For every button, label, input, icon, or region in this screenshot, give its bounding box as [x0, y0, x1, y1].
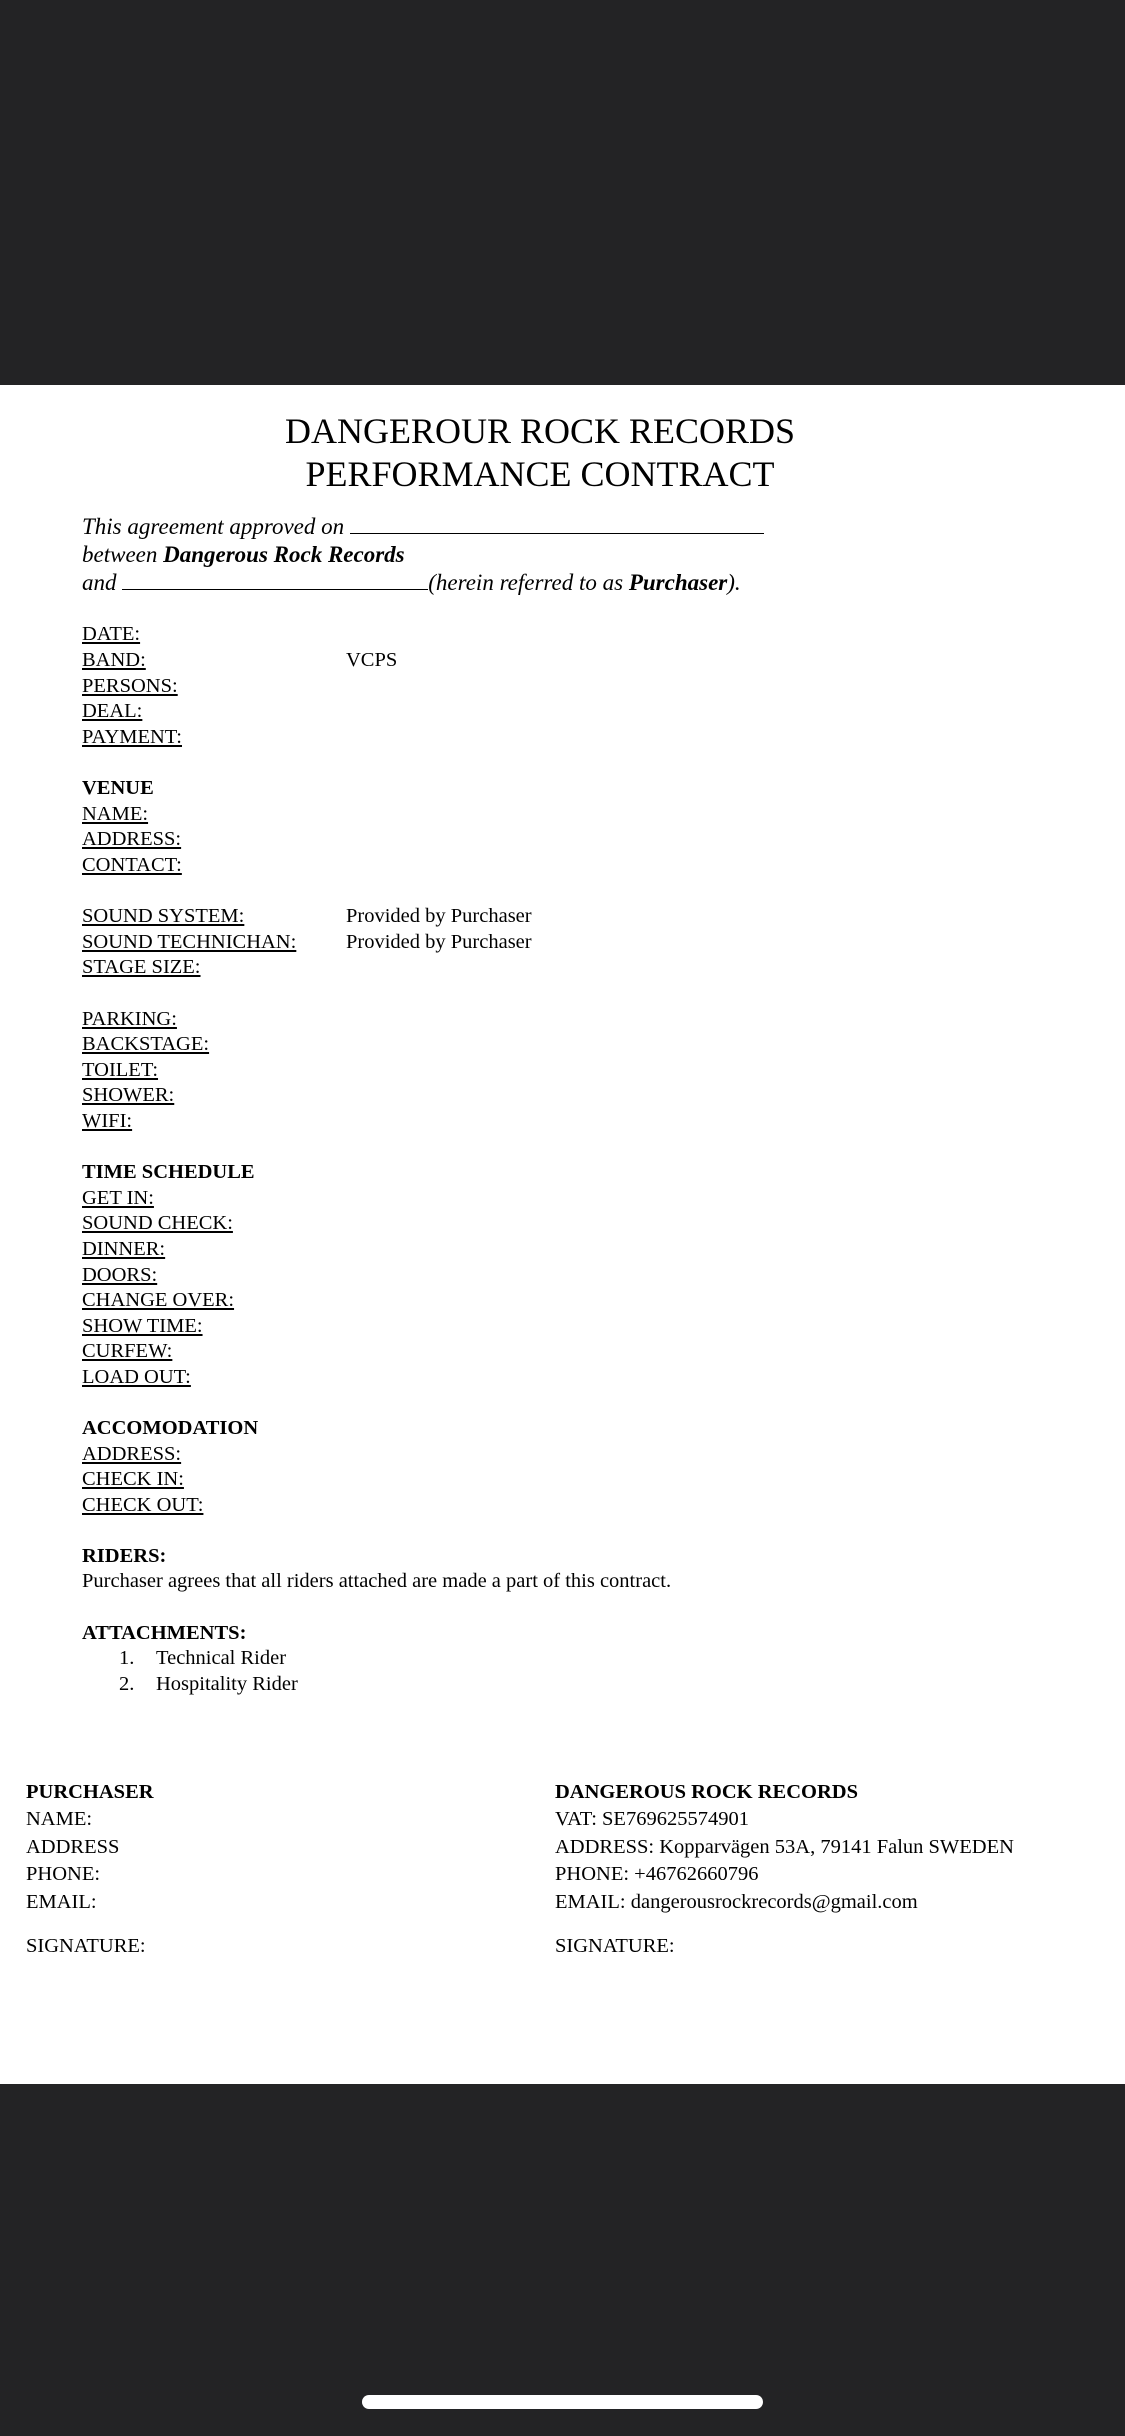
- field-dinner: DINNER:: [82, 1238, 166, 1260]
- venue-heading: VENUE: [82, 777, 154, 799]
- field-sound-check: SOUND CHECK:: [82, 1212, 233, 1234]
- title-line-1: DANGEROUR ROCK RECORDS: [284, 411, 796, 451]
- field-venue-address: ADDRESS:: [82, 828, 182, 850]
- field-deal: DEAL:: [82, 700, 143, 722]
- purchaser-address-line: ADDRESS: [26, 1836, 120, 1858]
- title-line-2: PERFORMANCE CONTRACT: [305, 454, 775, 494]
- field-backstage: BACKSTAGE:: [82, 1033, 210, 1055]
- attachment-item: 2. Hospitality Rider: [119, 1673, 298, 1695]
- accomodation-heading: ACCOMODATION: [82, 1417, 259, 1439]
- time-schedule-heading: TIME SCHEDULE: [82, 1161, 255, 1183]
- field-accomodation-address: ADDRESS:: [82, 1443, 182, 1465]
- field-sound-system: SOUND SYSTEM: Provided by Purchaser: [82, 904, 547, 930]
- field-stage-size: STAGE SIZE:: [82, 956, 201, 978]
- field-get-in: GET IN:: [82, 1187, 154, 1209]
- field-show-time: SHOW TIME:: [82, 1315, 203, 1337]
- home-indicator[interactable]: [362, 2395, 763, 2409]
- company-signature: SIGNATURE:: [555, 1935, 675, 1957]
- contract-page: [0, 385, 1125, 2084]
- field-load-out: LOAD OUT:: [82, 1366, 191, 1388]
- company-name: Dangerous Rock Records: [163, 542, 405, 567]
- document-title: [0, 410, 1080, 496]
- company-heading: DANGEROUS ROCK RECORDS: [555, 1781, 858, 1803]
- purchaser-email-line: EMAIL:: [26, 1891, 97, 1913]
- purchaser-name-line: NAME:: [26, 1808, 93, 1830]
- approval-date-blank: [350, 513, 764, 534]
- riders-heading: RIDERS:: [82, 1545, 167, 1567]
- intro-line-3: and (herein referred to as Purchaser).: [82, 570, 741, 595]
- field-curfew: CURFEW:: [82, 1340, 173, 1362]
- field-wifi: WIFI:: [82, 1110, 133, 1132]
- purchaser-name-blank: [122, 569, 428, 590]
- field-sound-technician: SOUND TECHNICHAN: Provided by Purchaser: [82, 930, 547, 956]
- intro-line-2: between Dangerous Rock Records: [82, 542, 405, 567]
- purchaser-word: Purchaser: [628, 570, 728, 595]
- field-band: BAND: VCPS: [82, 648, 402, 674]
- field-parking: PARKING:: [82, 1008, 177, 1030]
- field-shower: SHOWER:: [82, 1084, 175, 1106]
- company-vat: VAT: SE769625574901: [555, 1808, 749, 1830]
- company-phone: PHONE: +46762660796: [555, 1863, 759, 1885]
- field-check-out: CHECK OUT:: [82, 1494, 204, 1516]
- purchaser-heading: PURCHASER: [26, 1781, 154, 1803]
- company-email: EMAIL: dangerousrockrecords@gmail.com: [555, 1891, 918, 1913]
- field-payment: PAYMENT:: [82, 726, 182, 748]
- field-toilet: TOILET:: [82, 1059, 159, 1081]
- sound-system-value: Provided by Purchaser: [346, 905, 532, 927]
- field-persons: PERSONS:: [82, 675, 178, 697]
- company-address: ADDRESS: Kopparvägen 53A, 79141 Falun SWEDEN: [555, 1836, 1014, 1858]
- attachments-heading: ATTACHMENTS:: [82, 1622, 247, 1644]
- field-venue-name: NAME:: [82, 803, 149, 825]
- riders-text: Purchaser agrees that all riders attached are made a part of this contract.: [82, 1570, 672, 1592]
- field-date: DATE:: [82, 623, 141, 645]
- field-change-over: CHANGE OVER:: [82, 1289, 235, 1311]
- attachment-item: 1. Technical Rider: [119, 1647, 287, 1669]
- purchaser-signature: SIGNATURE:: [26, 1935, 146, 1957]
- sound-technician-value: Provided by Purchaser: [346, 931, 532, 953]
- band-value: VCPS: [346, 649, 398, 671]
- field-check-in: CHECK IN:: [82, 1468, 184, 1490]
- field-doors: DOORS:: [82, 1264, 158, 1286]
- intro-line-1: This agreement approved on: [82, 513, 764, 541]
- purchaser-phone-line: PHONE:: [26, 1863, 101, 1885]
- field-venue-contact: CONTACT:: [82, 854, 182, 876]
